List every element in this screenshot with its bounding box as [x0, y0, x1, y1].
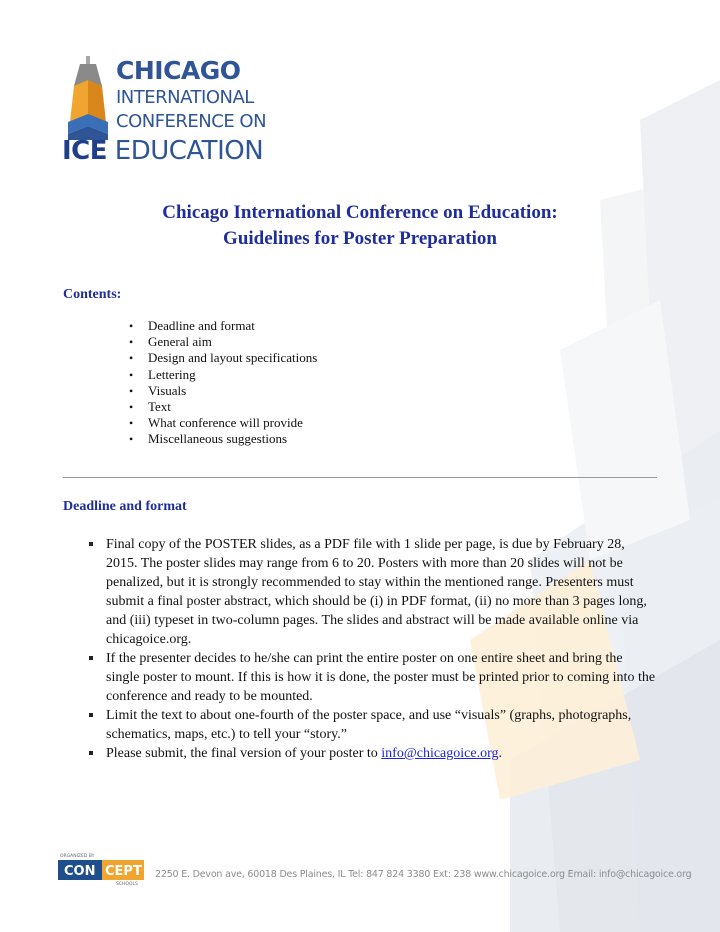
bullet-item: If the presenter decides to he/she can print the entire poster on one entire sheet and bring the single poster to mount. If this is how it is done, the poster must be printed prior to coming into the conference and ready to be mounted.	[86, 649, 656, 706]
logo-line-chicago: CHICAGO	[116, 56, 241, 85]
submit-text: Please submit, the final version of your poster to	[106, 746, 382, 761]
submit-period: .	[498, 746, 502, 761]
footer-contact-info: 2250 E. Devon ave, 60018 Des Plaines, IL Tel: 847 824 3380 Ext: 238 www.chicagoice.org Email: info@chicagoice.org	[155, 869, 692, 880]
badge-cept: CEPT	[105, 864, 142, 879]
contents-label: Contents:	[63, 287, 122, 302]
conference-logo	[62, 56, 267, 170]
logo-line-conference-on: CONFERENCE ON	[116, 111, 267, 132]
bullet-item: Final copy of the POSTER slides, as a PDF file with 1 slide per page, is due by February 28, 2015. The poster slides may range from 6 to 20. Posters with more than 20 slides will not be penalized, but it is strongly recommended to stay within the mentioned range. Presenters must submit a final poster abstract, which should be (i) in PDF format, (ii) no more than 3 pages long, and (iii) typeset in two-column pages. The slides and abstract will be made available online via chicagoice.org.	[86, 535, 656, 649]
section-heading-deadline: Deadline and format	[63, 499, 187, 514]
logo-ice-acronym: ICE	[62, 136, 108, 166]
badge-organized-by: ORGANIZED BY	[60, 854, 95, 859]
section-divider	[63, 477, 657, 478]
contents-item: • Design and layout specifications	[126, 350, 317, 366]
logo-line-international: INTERNATIONAL	[116, 87, 254, 108]
contents-item: • Visuals	[126, 383, 317, 399]
contents-item: • What conference will provide	[126, 415, 317, 431]
contents-item: • Lettering	[126, 367, 317, 383]
contents-item: • Miscellaneous suggestions	[126, 431, 317, 447]
contents-item: • Text	[126, 399, 317, 415]
bullet-item: Limit the text to about one-fourth of the poster space, and use “visuals” (graphs, photographs, schematics, maps, etc.) to tell your “story.”	[86, 706, 656, 744]
title-line-2: Guidelines for Poster Preparation	[223, 228, 497, 249]
bullet-item-submit	[86, 744, 656, 763]
page-title	[60, 200, 660, 252]
logo-line-education	[62, 136, 263, 166]
deadline-bullet-list	[86, 535, 656, 763]
badge-schools: SCHOOLS	[116, 882, 138, 886]
contents-item: • General aim	[126, 334, 317, 350]
title-line-1: Chicago International Conference on Education:	[162, 202, 558, 223]
badge-con: CON	[64, 864, 96, 879]
contents-item: • Deadline and format	[126, 318, 317, 334]
email-link[interactable]: info@chicagoice.org	[381, 746, 499, 761]
logo-education-word: EDUCATION	[114, 136, 264, 166]
contents-list	[126, 318, 317, 448]
concept-schools-badge	[58, 852, 146, 886]
